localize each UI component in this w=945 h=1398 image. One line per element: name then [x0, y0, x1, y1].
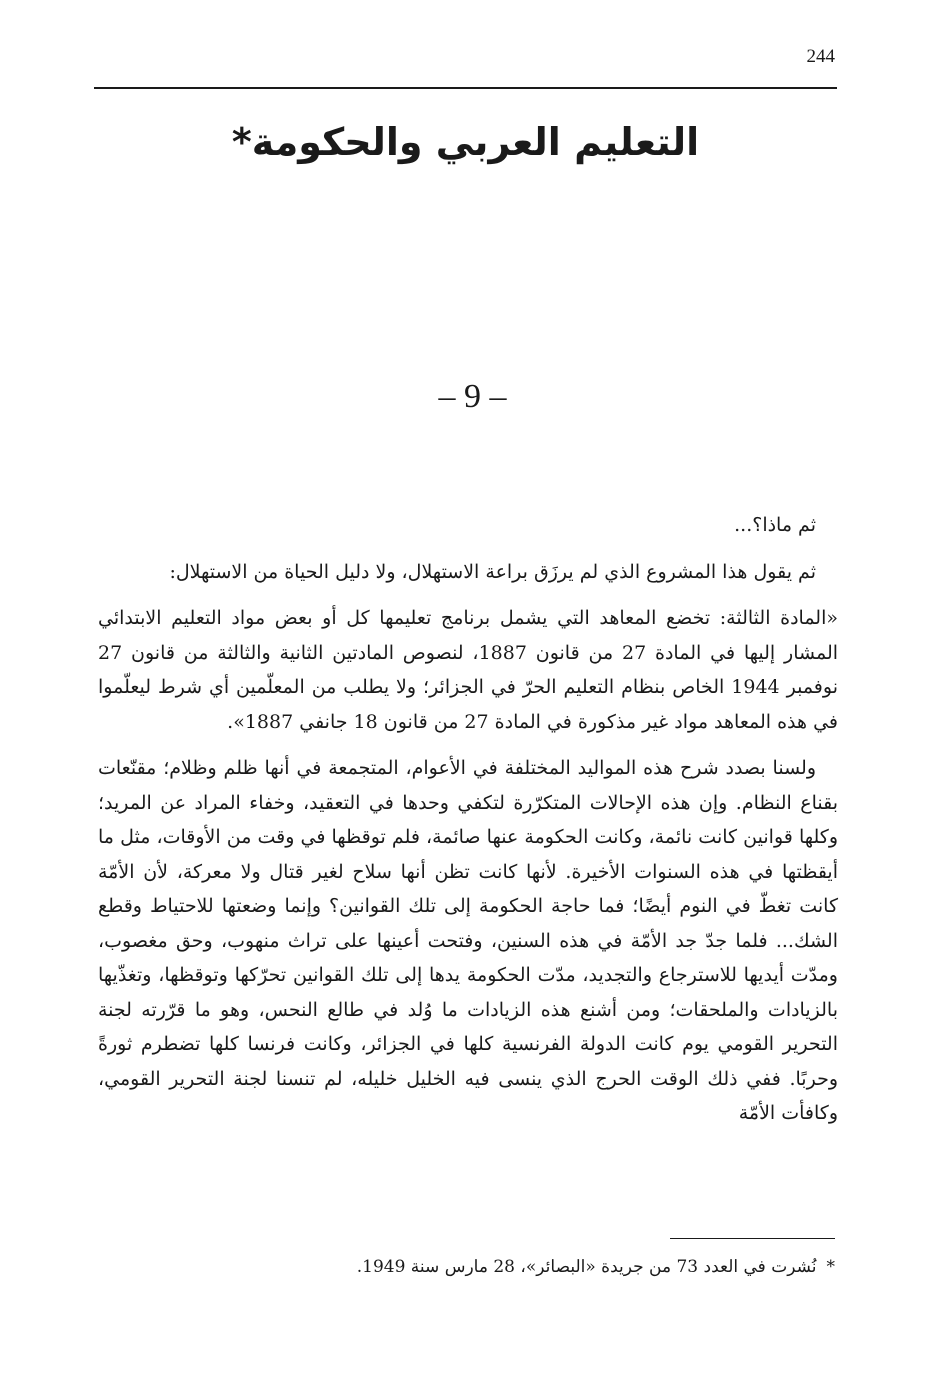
body-text — [98, 508, 838, 1131]
chapter-title: التعليم العربي والحكومة* — [231, 120, 700, 164]
paragraph-commentary: ولسنا بصدد شرح هذه المواليد المختلفة في الأعوام، المتجمعة في أنها ظلم وظلام؛ مقنّعات بقناع النظام. وإن هذه الإحالات المتكرّرة لتكفي وحدها في التعقيد، وخفاء المراد عن المريد؛ وكلها قوانين كانت نائمة، وكانت الحكومة عنها صائمة، فلم توقظها في وقت من الأوقات، مثل ما أيقظتها في هذه السنوات الأخيرة. لأنها كانت تظن أنها سلاح لغير قتال ولا معركة، لأن الأمّة كانت تغطّ في النوم أيضًا؛ فما حاجة الحكومة إلى تلك القوانين؟ وإنما وضعتها للاحتياط وقطع الشك... فلما جدّ جد الأمّة في هذه السنين، وفتحت أعينها على تراث منهوب، وحق مغصوب، ومدّت أيديها للاسترجاع والتجديد، مدّت الحكومة يدها إلى تلك القوانين تحرّكها وتوقظها، وتغذّيها بالزيادات والملحقات؛ ومن أشنع هذه الزيادات ما وُلد في طالع النحس، وهو ما قرّرته لجنة التحرير القومي يوم كانت الدولة الفرنسية كلها في الجزائر، وكانت فرنسا كلها تضطرم ثورةً وحربًا. ففي ذلك الوقت الحرج الذي ينسى فيه الخليل خليله، لم تنسنا لجنة التحرير القومي، وكافأت الأمّة — [98, 757, 839, 1124]
paragraph-intro: ثم يقول هذا المشروع الذي لم يرزَق براعة الاستهلال، ولا دليل الحياة من الاستهلال: — [169, 560, 816, 583]
header-rule — [94, 87, 837, 89]
page-number: 244 — [806, 46, 835, 67]
footnote — [235, 1253, 835, 1281]
paragraph-quote: «المادة الثالثة: تخضع المعاهد التي يشمل برنامج تعليمها كل أو بعض مواد التعليم الابتدائي المشار إليها في المادة 27 من قانون 1887، لنصوص المادتين الثانية والثالثة من قانون 27 نوفمبر 1944 الخاص بنظام التعليم الحرّ في الجزائر؛ ولا يطلب من المعلّمين أي شرط ليعلّموا في هذه المعاهد مواد غير مذكورة في المادة 27 من قانون 18 جانفي 1887». — [98, 607, 839, 733]
footnote-text: نُشرت في العدد 73 من جريدة «البصائر»، 28 مارس سنة 1949. — [356, 1257, 817, 1277]
footnote-rule — [670, 1238, 835, 1239]
section-number: – 9 – — [438, 378, 507, 415]
paragraph-opening: ثم ماذا؟... — [734, 514, 816, 536]
footnote-marker: * — [826, 1257, 835, 1277]
